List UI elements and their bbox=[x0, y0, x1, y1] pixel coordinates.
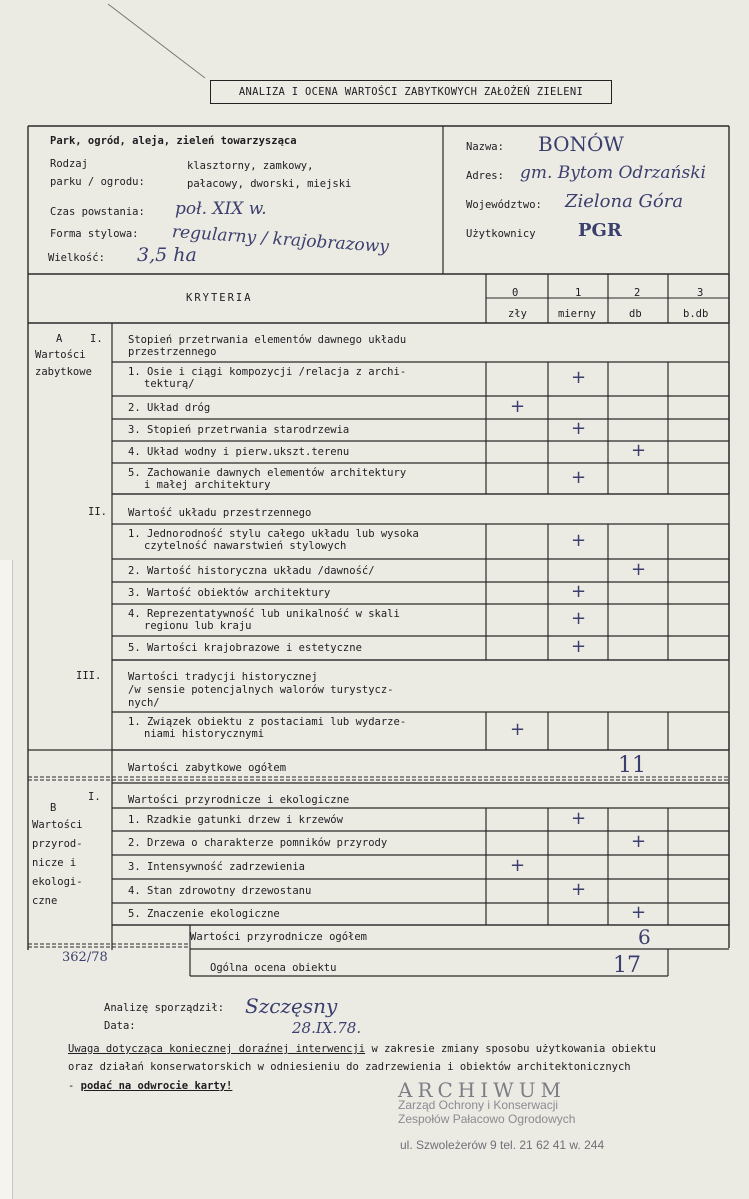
section-a-ii-mark-1: + bbox=[571, 529, 587, 551]
overall-value: 17 bbox=[613, 953, 641, 978]
section-a-i-mark-5: + bbox=[571, 466, 587, 488]
section-a-iii-heading-2: /w sensie potencjalnych walorów turystycz- bbox=[128, 684, 394, 696]
czas-value: poł. XIX w. bbox=[175, 199, 267, 219]
section-a-heading: Stopień przetrwania elementów dawnego układu bbox=[128, 334, 407, 346]
score-label-0: zły bbox=[508, 308, 527, 320]
section-a-i-item-5: 5. Zachowanie dawnych elementów architektury bbox=[128, 467, 407, 479]
section-b-i-mark-4: + bbox=[571, 879, 587, 900]
section-a-i-mark-2: + bbox=[510, 395, 526, 417]
nazwa-label: Nazwa: bbox=[466, 141, 504, 153]
section-a-ii-item-3: 3. Wartość obiektów architektury bbox=[128, 587, 331, 599]
adres-label: Adres: bbox=[466, 170, 504, 182]
uwaga-rest: w zakresie zmiany sposobu użytkowania obiektu bbox=[365, 1043, 656, 1055]
section-a-iii-heading-3: nych/ bbox=[128, 697, 160, 709]
data-label: Data: bbox=[104, 1020, 136, 1032]
rodzaj-label: Rodzaj bbox=[50, 158, 88, 170]
wojewodztwo-label: Województwo: bbox=[466, 199, 542, 211]
czas-label: Czas powstania: bbox=[50, 206, 145, 218]
analiza-signature: Szczęsny bbox=[245, 994, 338, 1018]
section-b-label-2: przyrod- bbox=[32, 838, 83, 850]
section-b-label-5: czne bbox=[32, 895, 58, 907]
section-b-label-3: nicze i bbox=[32, 857, 77, 869]
section-b-i: I. bbox=[88, 791, 101, 803]
section-a-i-item-4: 4. Układ wodny i pierw.ukszt.terenu bbox=[128, 446, 350, 458]
score-label-1: mierny bbox=[558, 308, 596, 320]
stamp-address: ul. Szwoleżerów 9 tel. 21 62 41 w. 244 bbox=[400, 1138, 605, 1152]
section-a-total-label: Wartości zabytkowe ogółem bbox=[128, 762, 287, 774]
section-b-i-mark-5: + bbox=[631, 902, 647, 923]
section-a-iii-item-1: 1. Związek obiektu z postaciami lub wydarze- bbox=[128, 716, 407, 728]
data-value: 28.IX.78. bbox=[292, 1019, 362, 1037]
kryteria-heading: KRYTERIA bbox=[186, 292, 253, 304]
section-a-total-value: 11 bbox=[618, 753, 646, 778]
types-line-1: klasztorny, zamkowy, bbox=[187, 160, 314, 172]
uzytkownicy-value: PGR bbox=[578, 220, 622, 241]
section-b-i-item-4: 4. Stan zdrowotny drzewostanu bbox=[128, 885, 312, 897]
section-a-i-item-1: 1. Osie i ciągi kompozycji /relacja z archi- bbox=[128, 366, 407, 378]
section-a-ii-mark-2: + bbox=[631, 558, 647, 580]
uwaga-underlined: Uwaga dotycząca koniecznej doraźnej interwencji bbox=[68, 1043, 366, 1055]
section-a-ii-mark-3: + bbox=[571, 581, 587, 602]
parku-label: parku / ogrodu: bbox=[50, 176, 145, 188]
section-a-ii-mark-4: + bbox=[571, 608, 587, 629]
section-b-i-mark-1: + bbox=[571, 807, 587, 829]
section-b-total-label: Wartości przyrodnicze ogółem bbox=[190, 931, 368, 943]
stamp-archiwum: ARCHIWUM bbox=[398, 1078, 567, 1102]
uzytkownicy-label: Użytkownicy bbox=[466, 228, 536, 240]
section-a-letter: A bbox=[56, 333, 63, 345]
section-a-ii: II. bbox=[88, 506, 107, 518]
section-a-i-mark-3: + bbox=[571, 418, 587, 439]
section-b-i-mark-2: + bbox=[631, 831, 647, 852]
section-a-ii-item-1: 1. Jednorodność stylu całego układu lub wysoka bbox=[128, 528, 419, 540]
uwaga-dash: - bbox=[68, 1080, 81, 1092]
stamp-line-3: Zespołów Pałacowo Ogrodowych bbox=[398, 1112, 576, 1126]
uwaga-line-2: oraz działań konserwatorskich w odniesieniu do zadrzewienia i obiektów architektonicznych bbox=[68, 1061, 631, 1073]
section-a-iii-heading-1: Wartości tradycji historycznej bbox=[128, 671, 318, 683]
score-header-3: 3 bbox=[697, 287, 704, 299]
section-a-ii-item-4: 4. Reprezentatywność lub unikalność w skali bbox=[128, 608, 400, 620]
section-a-i: I. bbox=[90, 333, 103, 345]
section-a-iii-item-1-cont: niami historycznymi bbox=[144, 728, 265, 740]
section-a-label-2: zabytkowe bbox=[35, 366, 92, 378]
section-a-iii-mark-1: + bbox=[510, 719, 526, 740]
section-b-letter: B bbox=[50, 802, 57, 814]
section-b-i-mark-3: + bbox=[510, 855, 526, 876]
section-b-total-value: 6 bbox=[638, 925, 651, 949]
document-number: 362/78 bbox=[62, 950, 108, 965]
section-b-i-item-1: 1. Rzadkie gatunki drzew i krzewów bbox=[128, 813, 343, 826]
section-b-i-item-2: 2. Drzewa o charakterze pomników przyrody bbox=[128, 837, 388, 849]
section-a-i-mark-1: + bbox=[571, 367, 587, 388]
section-a-i-item-1-cont: tekturą/ bbox=[144, 378, 195, 390]
wielkosc-value: 3,5 ha bbox=[137, 244, 197, 266]
section-a-heading-2: przestrzennego bbox=[128, 346, 217, 358]
section-a-i-item-3: 3. Stopień przetrwania starodrzewia bbox=[128, 424, 350, 436]
uwaga-line-1 bbox=[68, 1043, 656, 1055]
section-a-label-1: Wartości bbox=[35, 349, 86, 361]
section-a-ii-item-5: 5. Wartości krajobrazowe i estetyczne bbox=[128, 642, 362, 654]
section-a-ii-item-1-cont: czytelność nawarstwień stylowych bbox=[144, 540, 347, 552]
section-a-iii: III. bbox=[76, 670, 102, 682]
score-label-2: db bbox=[629, 308, 642, 320]
section-a-i-mark-4: + bbox=[631, 440, 647, 461]
wielkosc-label: Wielkość: bbox=[48, 252, 105, 264]
section-a-i-item-5-cont: i małej architektury bbox=[144, 479, 271, 491]
section-a-ii-mark-5: + bbox=[571, 636, 587, 657]
score-header-2: 2 bbox=[634, 287, 641, 299]
stamp-line-2: Zarząd Ochrony i Konserwacji bbox=[398, 1098, 559, 1112]
section-a-ii-item-4-cont: regionu lub kraju bbox=[144, 620, 252, 632]
overall-label: Ogólna ocena obiektu bbox=[210, 962, 337, 974]
score-header-1: 1 bbox=[575, 287, 582, 299]
analiza-label: Analizę sporządził: bbox=[104, 1002, 225, 1014]
section-b-i-item-3: 3. Intensywność zadrzewienia bbox=[128, 861, 306, 873]
section-a-ii-item-2: 2. Wartość historyczna układu /dawność/ bbox=[128, 564, 375, 577]
nazwa-value: BONÓW bbox=[538, 132, 624, 156]
adres-value: gm. Bytom Odrzański bbox=[520, 163, 706, 183]
forma-value: regularny / krajobrazowy bbox=[171, 222, 390, 258]
section-b-label-4: ekologi- bbox=[32, 876, 83, 888]
section-a-ii-heading: Wartość układu przestrzennego bbox=[128, 507, 312, 519]
section-b-heading: Wartości przyrodnicze i ekologiczne bbox=[128, 794, 350, 806]
section-a-i-item-2: 2. Układ dróg bbox=[128, 401, 211, 414]
forma-label: Forma stylowa: bbox=[50, 228, 139, 240]
wojewodztwo-value: Zielona Góra bbox=[565, 191, 684, 212]
uwaga-instruction: podać na odwrocie karty! bbox=[80, 1080, 233, 1092]
section-b-label-1: Wartości bbox=[32, 819, 83, 831]
uwaga-line-3 bbox=[68, 1080, 232, 1092]
section-b-i-item-5: 5. Znaczenie ekologiczne bbox=[128, 908, 280, 920]
types-line-2: pałacowy, dworski, miejski bbox=[187, 178, 352, 190]
score-label-3: b.db bbox=[683, 308, 709, 320]
park-type-title: Park, ogród, aleja, zieleń towarzysząca bbox=[50, 135, 297, 147]
score-header-0: 0 bbox=[512, 287, 519, 299]
document-title: ANALIZA I OCENA WARTOŚCI ZABYTKOWYCH ZAŁOŻEŃ ZIELENI bbox=[210, 80, 612, 104]
